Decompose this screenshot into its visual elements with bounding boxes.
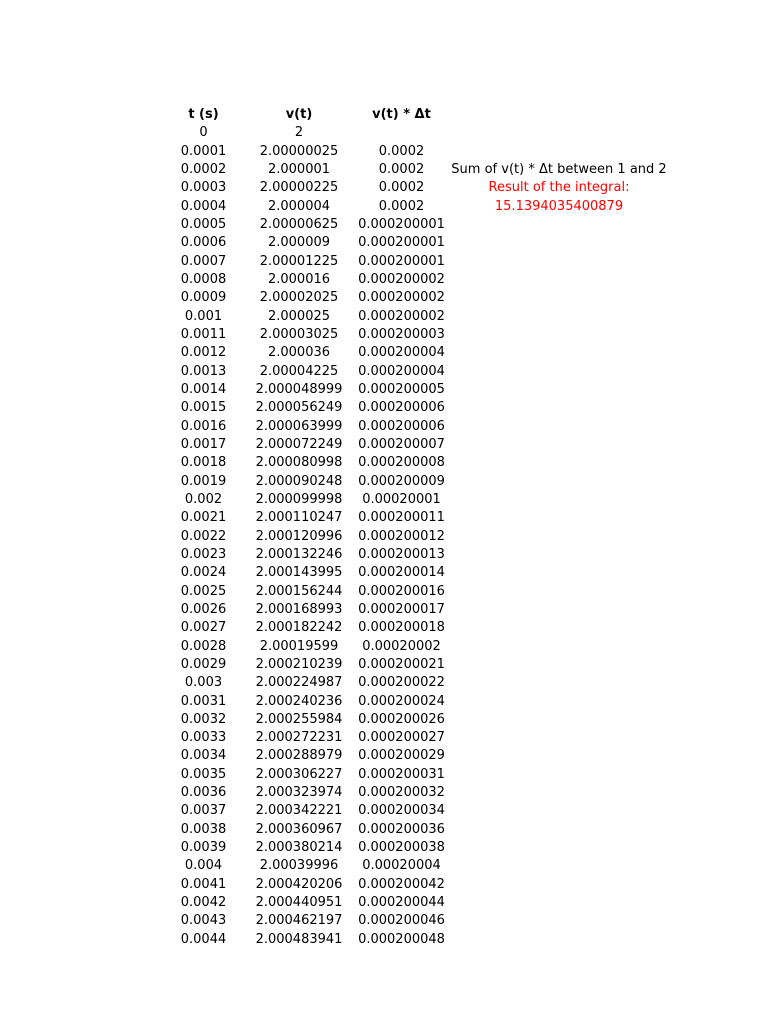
cell-time: 0.0014	[180, 381, 227, 397]
cell-time: 0.0001	[180, 143, 227, 159]
table-row	[160, 234, 452, 252]
table-row	[160, 381, 452, 399]
table-row	[160, 747, 452, 765]
cell-time: 0.0011	[180, 326, 227, 342]
cell-velocity: 2.000063999	[255, 418, 343, 434]
table-row	[160, 418, 452, 436]
cell-time: 0.0036	[180, 785, 227, 801]
cell-velocity: 2.000156244	[255, 583, 343, 599]
table-row	[160, 399, 452, 417]
cell-product: 0.000200016	[358, 583, 445, 599]
result-label: Result of the integral:	[488, 180, 630, 196]
cell-velocity: 2.00000625	[259, 216, 339, 232]
cell-time: 0.0029	[180, 656, 227, 672]
cell-time: 0.0025	[180, 583, 227, 599]
table-row	[160, 491, 452, 509]
cell-product: 0.000200007	[358, 436, 445, 452]
cell-product: 0.000200027	[358, 730, 445, 746]
cell-time: 0.0023	[180, 546, 227, 562]
table-row	[160, 656, 452, 674]
table-row	[160, 894, 452, 912]
cell-velocity: 2.000099998	[255, 491, 343, 507]
cell-product: 0.0002	[378, 198, 425, 214]
cell-time: 0.0016	[180, 418, 227, 434]
table-row	[160, 124, 452, 142]
cell-time: 0.0022	[180, 528, 227, 544]
cell-time: 0.0041	[180, 876, 227, 892]
cell-product: 0.000200042	[358, 876, 445, 892]
cell-time: 0.0018	[180, 455, 227, 471]
cell-product: 0.000200003	[358, 326, 445, 342]
cell-product	[351, 124, 452, 142]
cell-time: 0.0002	[180, 161, 227, 177]
table-row	[160, 784, 452, 802]
cell-time: 0.0037	[180, 803, 227, 819]
cell-velocity: 2.000080998	[255, 455, 343, 471]
table-row	[160, 454, 452, 472]
cell-time: 0.0038	[180, 821, 227, 837]
table-row	[160, 821, 452, 839]
cell-product: 0.000200006	[358, 418, 445, 434]
cell-time: 0.0021	[180, 510, 227, 526]
cell-velocity: 2.00002025	[259, 290, 339, 306]
table-row	[160, 693, 452, 711]
cell-time: 0.0034	[180, 748, 227, 764]
table-row	[160, 289, 452, 307]
header-product: v(t) * Δt	[372, 107, 431, 122]
table-row	[160, 179, 452, 197]
table-body	[160, 124, 452, 949]
cell-time: 0.0006	[180, 235, 227, 251]
table-row	[160, 509, 452, 527]
cell-time: 0.0009	[180, 290, 227, 306]
cell-product: 0.000200001	[358, 216, 445, 232]
cell-product: 0.000200014	[358, 565, 445, 581]
cell-product: 0.000200038	[358, 840, 445, 856]
table-row	[160, 528, 452, 546]
cell-time: 0.0024	[180, 565, 227, 581]
integral-note	[434, 161, 684, 216]
cell-velocity: 2.000483941	[255, 931, 343, 947]
cell-product: 0.000200002	[358, 308, 445, 324]
cell-velocity: 2.000036	[267, 345, 331, 361]
cell-product: 0.000200005	[358, 381, 445, 397]
table-row	[160, 857, 452, 875]
cell-velocity: 2.00039996	[259, 858, 339, 874]
cell-time: 0.0028	[180, 638, 227, 654]
cell-velocity: 2.000288979	[255, 748, 343, 764]
table-row	[160, 143, 452, 161]
cell-product: 0.000200024	[358, 693, 445, 709]
cell-product: 0.000200004	[358, 345, 445, 361]
table-row	[160, 253, 452, 271]
cell-product: 0.000200012	[358, 528, 445, 544]
table-row	[160, 436, 452, 454]
table-row	[160, 729, 452, 747]
cell-time: 0	[199, 125, 208, 141]
table-row	[160, 344, 452, 362]
table-row	[160, 711, 452, 729]
table-row	[160, 326, 452, 344]
cell-time: 0.0031	[180, 693, 227, 709]
cell-product: 0.0002	[378, 143, 425, 159]
table-row	[160, 546, 452, 564]
cell-velocity: 2.00019599	[259, 638, 339, 654]
table-row	[160, 839, 452, 857]
cell-product: 0.000200006	[358, 400, 445, 416]
cell-velocity: 2.000016	[267, 271, 331, 287]
cell-velocity: 2	[294, 125, 304, 141]
table-row	[160, 601, 452, 619]
cell-time: 0.0032	[180, 711, 227, 727]
cell-time: 0.003	[184, 675, 223, 691]
cell-time: 0.0012	[180, 345, 227, 361]
cell-product: 0.00020004	[362, 858, 441, 874]
cell-time: 0.0003	[180, 180, 227, 196]
cell-time: 0.0042	[180, 895, 227, 911]
cell-product: 0.000200036	[358, 821, 445, 837]
cell-product: 0.000200048	[358, 931, 445, 947]
cell-product: 0.000200011	[358, 510, 445, 526]
cell-velocity: 2.000440951	[255, 895, 343, 911]
cell-velocity: 2.000004	[267, 198, 331, 214]
cell-time: 0.0017	[180, 436, 227, 452]
cell-product: 0.0002	[378, 161, 425, 177]
cell-time: 0.0007	[180, 253, 227, 269]
cell-velocity: 2.000090248	[255, 473, 343, 489]
cell-product: 0.000200008	[358, 455, 445, 471]
table-row	[160, 912, 452, 930]
cell-velocity: 2.000132246	[255, 546, 343, 562]
cell-velocity: 2.000306227	[255, 766, 343, 782]
cell-velocity: 2.00004225	[259, 363, 339, 379]
cell-velocity: 2.000120996	[255, 528, 343, 544]
cell-time: 0.0008	[180, 271, 227, 287]
cell-velocity: 2.000360967	[255, 821, 343, 837]
table-row	[160, 161, 452, 179]
cell-velocity: 2.000168993	[255, 601, 343, 617]
cell-time: 0.0043	[180, 913, 227, 929]
cell-velocity: 2.000420206	[255, 876, 343, 892]
cell-product: 0.000200001	[358, 253, 445, 269]
cell-product: 0.000200046	[358, 913, 445, 929]
cell-time: 0.0019	[180, 473, 227, 489]
data-table	[160, 106, 452, 949]
cell-time: 0.002	[184, 491, 223, 507]
cell-velocity: 2.000272231	[255, 730, 343, 746]
cell-time: 0.004	[184, 858, 223, 874]
cell-product: 0.000200013	[358, 546, 445, 562]
cell-product: 0.00020001	[362, 491, 441, 507]
table-row	[160, 931, 452, 949]
table-row	[160, 473, 452, 491]
cell-velocity: 2.00003025	[259, 326, 339, 342]
cell-velocity: 2.00001225	[259, 253, 339, 269]
cell-time: 0.0013	[180, 363, 227, 379]
table-row	[160, 766, 452, 784]
cell-product: 0.000200009	[358, 473, 445, 489]
cell-velocity: 2.000255984	[255, 711, 343, 727]
cell-velocity: 2.000224987	[255, 675, 343, 691]
header-time: t (s)	[188, 107, 219, 122]
cell-velocity: 2.000342221	[255, 803, 343, 819]
cell-product: 0.00020002	[362, 638, 441, 654]
cell-product: 0.000200022	[358, 675, 445, 691]
cell-time: 0.0044	[180, 931, 227, 947]
table-row	[160, 198, 452, 216]
cell-time: 0.0026	[180, 601, 227, 617]
cell-time: 0.0039	[180, 840, 227, 856]
cell-product: 0.000200002	[358, 271, 445, 287]
cell-velocity: 2.000056249	[255, 400, 343, 416]
header-velocity: v(t)	[285, 107, 313, 122]
cell-time: 0.0033	[180, 730, 227, 746]
table-row	[160, 619, 452, 637]
cell-velocity: 2.000048999	[255, 381, 343, 397]
cell-product: 0.000200017	[358, 601, 445, 617]
cell-velocity: 2.000072249	[255, 436, 343, 452]
cell-time: 0.0035	[180, 766, 227, 782]
table-row	[160, 363, 452, 381]
cell-velocity: 2.000380214	[255, 840, 343, 856]
cell-velocity: 2.000025	[267, 308, 331, 324]
cell-velocity: 2.000009	[267, 235, 331, 251]
table-row	[160, 308, 452, 326]
cell-velocity: 2.000240236	[255, 693, 343, 709]
header-row	[160, 106, 452, 124]
table-row	[160, 802, 452, 820]
table-row	[160, 583, 452, 601]
cell-velocity: 2.000323974	[255, 785, 343, 801]
table-row	[160, 876, 452, 894]
cell-velocity: 2.000210239	[255, 656, 343, 672]
cell-product: 0.000200032	[358, 785, 445, 801]
table-row	[160, 638, 452, 656]
cell-time: 0.0004	[180, 198, 227, 214]
cell-product: 0.000200034	[358, 803, 445, 819]
table-row	[160, 674, 452, 692]
sum-label: Sum of v(t) * Δt between 1 and 2	[451, 162, 667, 177]
table-row	[160, 564, 452, 582]
cell-velocity: 2.00000225	[259, 180, 339, 196]
cell-velocity: 2.000462197	[255, 913, 343, 929]
cell-product: 0.000200029	[358, 748, 445, 764]
table-row	[160, 271, 452, 289]
cell-product: 0.0002	[378, 180, 425, 196]
cell-velocity: 2.000182242	[255, 620, 343, 636]
cell-velocity: 2.000110247	[255, 510, 343, 526]
cell-product: 0.000200018	[358, 620, 445, 636]
cell-product: 0.000200001	[358, 235, 445, 251]
table-row	[160, 216, 452, 234]
cell-product: 0.000200002	[358, 290, 445, 306]
cell-velocity: 2.000001	[267, 161, 331, 177]
cell-velocity: 2.00000025	[259, 143, 339, 159]
cell-product: 0.000200026	[358, 711, 445, 727]
cell-time: 0.0005	[180, 216, 227, 232]
cell-product: 0.000200021	[358, 656, 445, 672]
cell-product: 0.000200031	[358, 766, 445, 782]
cell-time: 0.0027	[180, 620, 227, 636]
cell-velocity: 2.000143995	[255, 565, 343, 581]
cell-time: 0.0015	[180, 400, 227, 416]
cell-product: 0.000200044	[358, 895, 445, 911]
result-value: 15.1394035400879	[494, 198, 624, 214]
cell-time: 0.001	[184, 308, 223, 324]
cell-product: 0.000200004	[358, 363, 445, 379]
